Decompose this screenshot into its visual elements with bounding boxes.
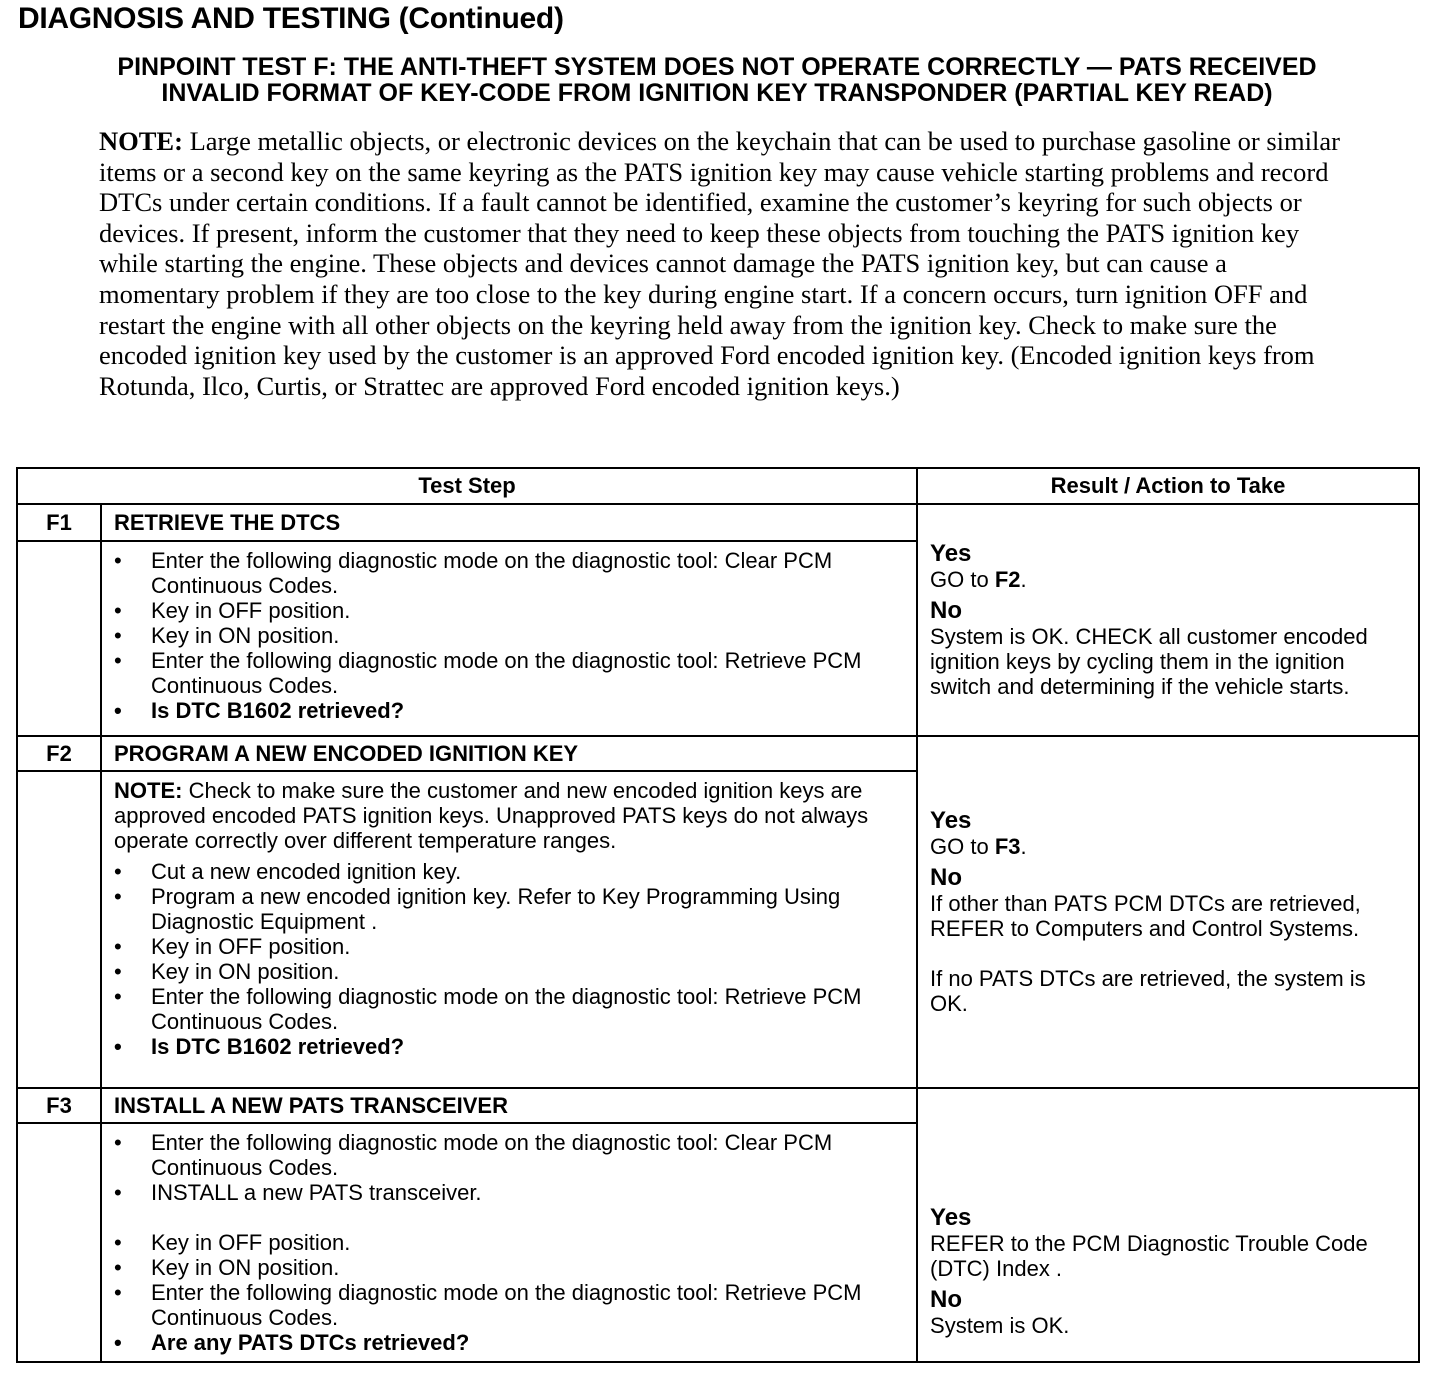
step-f3-title: INSTALL A NEW PATS TRANSCEIVER — [101, 1088, 917, 1123]
f1-step-4: • Enter the following diagnostic mode on the diagnostic tool: Retrieve PCM Continuous Codes. — [114, 648, 908, 698]
step-f2-title-row — [17, 736, 1419, 771]
f2-question: • Is DTC B1602 retrieved? — [114, 1034, 908, 1059]
col-header-result: Result / Action to Take — [917, 468, 1419, 504]
f2-no-action-1: If other than PATS PCM DTCs are retrieved, REFER to Computers and Control Systems. — [930, 891, 1361, 941]
step-f1-steps — [101, 541, 917, 736]
f1-question: • Is DTC B1602 retrieved? — [114, 698, 908, 723]
step-f1-id-spacer — [17, 541, 101, 736]
f3-step-5: • Enter the following diagnostic mode on the diagnostic tool: Retrieve PCM Continuous Codes. — [114, 1280, 908, 1330]
f3-result-spacer — [930, 1113, 1408, 1199]
f3-step-4: • Key in ON position. — [114, 1255, 908, 1280]
f2-no-action-2: If no PATS DTCs are retrieved, the system is OK. — [930, 966, 1366, 1016]
f3-step-1: • Enter the following diagnostic mode on the diagnostic tool: Clear PCM Continuous Codes. — [114, 1130, 908, 1180]
f2-yes-action — [930, 834, 1408, 859]
f1-step-2: • Key in OFF position. — [114, 598, 908, 623]
f1-no-action: System is OK. CHECK all customer encoded ignition keys by cycling them in the ignition switch and determining if the vehicle starts. — [930, 624, 1368, 699]
step-f1-title: RETRIEVE THE DTCS — [101, 504, 917, 541]
f2-step-3: • Key in OFF position. — [114, 934, 908, 959]
f2-note-text: Check to make sure the customer and new encoded ignition keys are approved encoded PATS ignition keys. Unapproved PATS keys do not always operate correctly over different temperature ranges. — [114, 778, 869, 853]
step-f2-id-spacer — [17, 771, 101, 1088]
pinpoint-test-title — [20, 54, 1414, 106]
f2-yes-suffix: . — [1020, 834, 1027, 859]
col-header-test-step: Test Step — [17, 468, 917, 504]
test-step-table — [16, 467, 1420, 1363]
step-f2-id: F2 — [17, 736, 101, 771]
pinpoint-title-line1: PINPOINT TEST F: THE ANTI-THEFT SYSTEM DOES NOT OPERATE CORRECTLY — PATS RECEIVED — [117, 53, 1317, 81]
step-f1-id: F1 — [17, 504, 101, 541]
f2-note-label: NOTE: — [114, 778, 183, 803]
step-f2-result — [917, 736, 1419, 1088]
f2-yes-prefix: GO to — [930, 834, 995, 859]
note-label: NOTE: — [99, 126, 183, 156]
step-f1-result — [917, 504, 1419, 736]
step-f2-title: PROGRAM A NEW ENCODED IGNITION KEY — [101, 736, 917, 771]
step-f3-steps — [101, 1123, 917, 1362]
f2-step-5: • Enter the following diagnostic mode on the diagnostic tool: Retrieve PCM Continuous Codes. — [114, 984, 908, 1034]
step-f3-result — [917, 1088, 1419, 1362]
f1-yes-suffix: . — [1020, 567, 1027, 592]
pinpoint-title-line2: INVALID FORMAT OF KEY-CODE FROM IGNITION KEY TRANSPONDER (PARTIAL KEY READ) — [161, 79, 1273, 107]
f2-step-2: • Program a new encoded ignition key. Refer to Key Programming Using Diagnostic Equipment . — [114, 884, 908, 934]
f2-step-1: • Cut a new encoded ignition key. — [114, 859, 908, 884]
f2-no-label: No — [930, 864, 963, 891]
f2-yes-label: Yes — [930, 807, 972, 834]
step-f2-steps — [101, 771, 917, 1088]
step-f3-id: F3 — [17, 1088, 101, 1123]
f3-no-label: No — [930, 1285, 963, 1313]
f2-step-4: • Key in ON position. — [114, 959, 908, 984]
f1-step-3: • Key in ON position. — [114, 623, 908, 648]
f3-step-2: • INSTALL a new PATS transceiver. — [114, 1180, 908, 1205]
note-text: Large metallic objects, or electronic devices on the keychain that can be used to purchase gasoline or similar items or a second key on the same keyring as the PATS ignition key may cause vehicle starting problems and record DTCs under certain conditions. If a fault cannot be identified, examine the customer’s keyring for such objects or devices. If present, inform the customer that they need to keep these objects from touching the PATS ignition key while starting the engine. These objects and devices cannot damage the PATS ignition key, but can cause a momentary problem if they are too close to the key during engine start. If a concern occurs, turn ignition OFF and restart the engine with all other objects on the keyring held away from the ignition key. Check to make sure the encoded ignition key used by the customer is an approved Ford encoded ignition key. (Encoded ignition keys from Rotunda, Ilco, Curtis, or Strattec are approved Ford encoded ignition keys.) — [99, 126, 1340, 401]
table-header-row — [17, 468, 1419, 504]
f1-step-1: • Enter the following diagnostic mode on the diagnostic tool: Clear PCM Continuous Codes. — [114, 548, 908, 598]
f2-yes-ref: F3 — [994, 834, 1021, 859]
f1-yes-action — [930, 567, 1408, 592]
f3-no-action: System is OK. — [930, 1312, 1070, 1338]
f1-yes-ref: F2 — [994, 567, 1021, 592]
step-f1-title-row — [17, 504, 1419, 541]
f1-yes-label: Yes — [930, 540, 972, 567]
f1-yes-prefix: GO to — [930, 567, 995, 592]
f3-yes-action: REFER to the PCM Diagnostic Trouble Code (DTC) Index . — [930, 1230, 1368, 1281]
f1-no-label: No — [930, 597, 963, 624]
step-f3-title-row — [17, 1088, 1419, 1123]
f3-question: • Are any PATS DTCs retrieved? — [114, 1330, 908, 1355]
general-note — [99, 126, 1349, 401]
page-title: DIAGNOSIS AND TESTING (Continued) — [18, 2, 564, 35]
f3-yes-label: Yes — [930, 1203, 972, 1231]
f3-step-3: • Key in OFF position. — [114, 1230, 908, 1255]
f2-note — [114, 778, 908, 853]
step-f3-id-spacer — [17, 1123, 101, 1362]
